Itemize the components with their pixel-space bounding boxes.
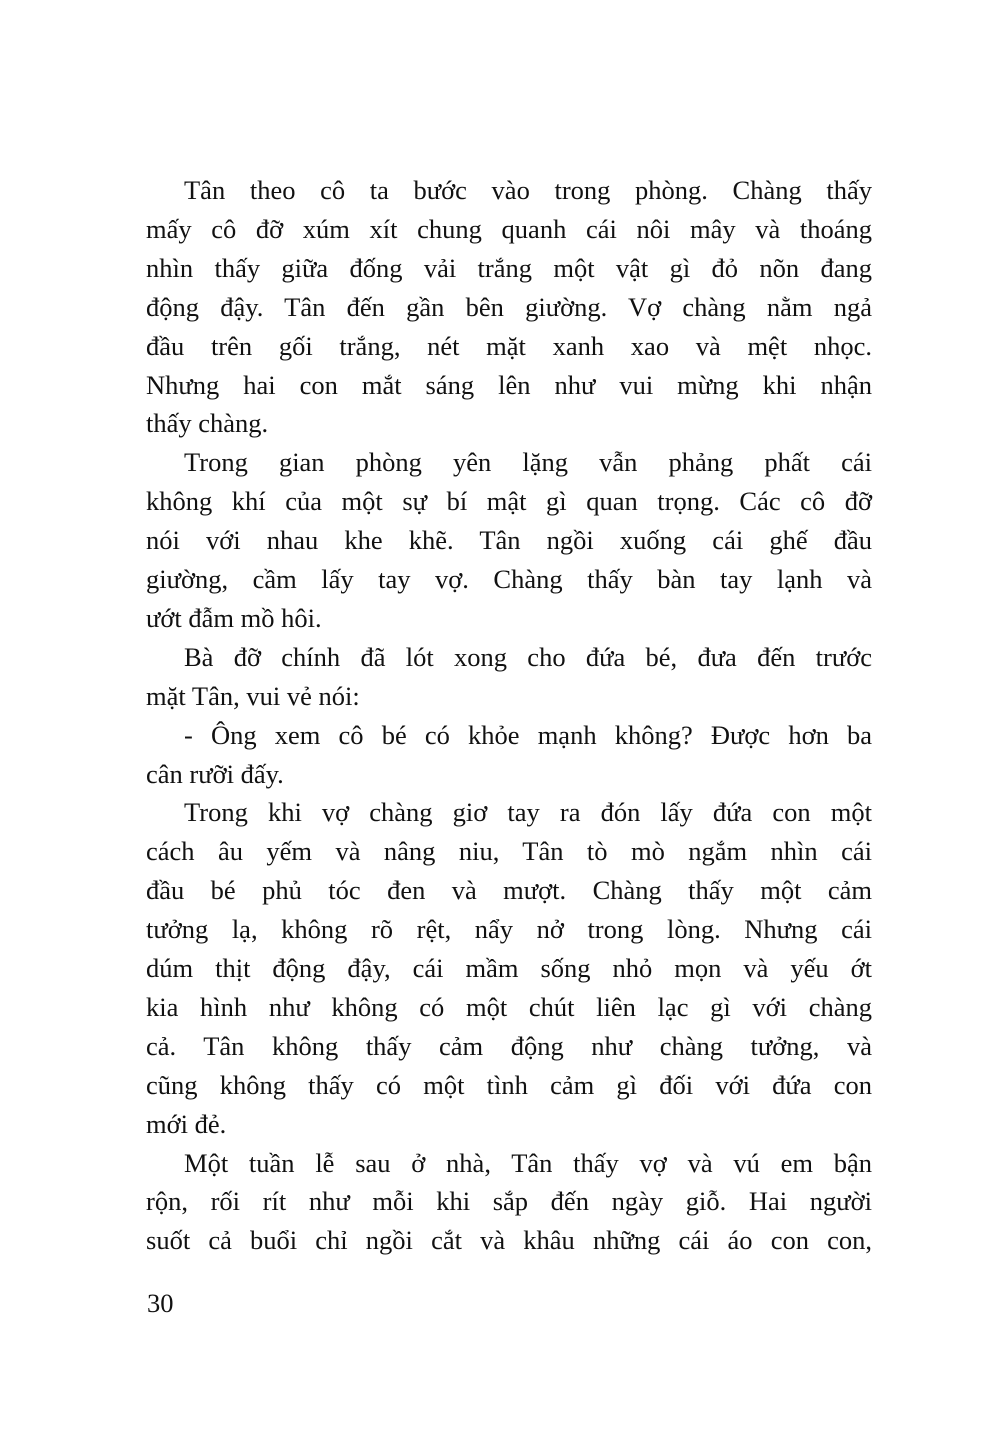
text-line: động đậy. Tân đến gần bên giường. Vợ chàng nằm ngả [146,291,872,322]
text-line: cả. Tân không thấy cảm động như chàng tưởng, và [146,1030,872,1061]
text-line: suốt cả buổi chỉ ngồi cắt và khâu những cái áo con con, [146,1225,872,1256]
text-line: nhìn thấy giữa đống vải trắng một vật gì đỏ nõn đang [146,252,872,283]
text-line: nói với nhau khe khẽ. Tân ngồi xuống cái ghế đầu [146,525,872,556]
text-line: Một tuần lễ sau ở nhà, Tân thấy vợ và vú em bận [184,1147,872,1178]
text-line: không khí của một sự bí mật gì quan trọng. Các cô đỡ [146,486,872,517]
text-line: Nhưng hai con mắt sáng lên như vui mừng khi nhận [146,369,872,400]
text-line: giường, cầm lấy tay vợ. Chàng thấy bàn tay lạnh và [146,564,872,594]
text-line: thấy chàng. [146,408,269,439]
text-line: cách âu yếm và nâng niu, Tân tò mò ngắm nhìn cái [146,836,872,867]
text-line: mặt Tân, vui vẻ nói: [146,680,360,711]
text-line: đầu bé phủ tóc đen và mượt. Chàng thấy một cảm [146,875,872,906]
text-line: đầu trên gối trắng, nét mặt xanh xao và mệt nhọc. [146,330,872,361]
text-line: mấy cô đỡ xúm xít chung quanh cái nôi mây và thoáng [146,213,872,244]
page-number: 30 [147,1288,174,1318]
text-line: Bà đỡ chính đã lót xong cho đứa bé, đưa đến trước [184,641,872,672]
text-line: ướt đẫm mồ hôi. [146,602,322,633]
text-line: cân rưỡi đấy. [146,758,284,789]
text-line: rộn, rối rít như mỗi khi sắp đến ngày giỗ. Hai người [146,1186,872,1217]
text-line: - Ông xem cô bé có khỏe mạnh không? Được hơn ba [184,719,872,750]
text-line: cũng không thấy có một tình cảm gì đối với đứa con [146,1069,872,1100]
text-line: kia hình như không có một chút liên lạc gì với chàng [146,991,872,1022]
text-line: Tân theo cô ta bước vào trong phòng. Chàng thấy [184,175,872,205]
text-line: mới đẻ. [146,1108,227,1139]
text-line: tưởng lạ, không rõ rệt, nẩy nở trong lòng. Nhưng cái [146,914,872,945]
text-line: dúm thịt động đậy, cái mầm sống nhỏ mọn và yếu ớt [146,953,872,983]
text-line: Trong khi vợ chàng giơ tay ra đón lấy đứa con một [184,797,872,828]
text-line: Trong gian phòng yên lặng vẫn phảng phất cái [184,447,872,478]
